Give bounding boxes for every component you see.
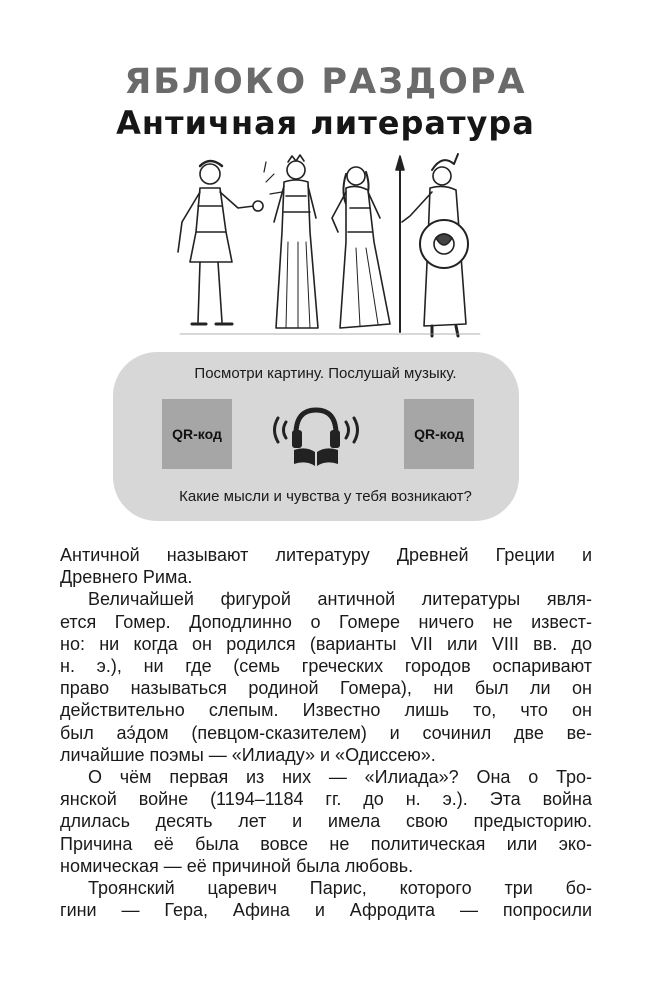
hera-figure (274, 155, 318, 328)
greek-figures-illustration (160, 152, 500, 347)
page-title: ЯБЛОКО РАЗДОРА (124, 62, 527, 102)
text-line: Причина её была вовсе не политическая или эко- (60, 833, 592, 854)
media-panel-prompt: Посмотри картину. Послушай музыку. (194, 365, 457, 382)
aphrodite-figure (332, 167, 390, 328)
text-line: но: ни когда он родился (варианты VII или VIII вв. до (60, 633, 592, 654)
text-line: действительно слепым. Известно лишь то, что он (60, 700, 592, 721)
text-line: О чём первая из них — «Илиада»? Она о Тро- (88, 767, 592, 788)
text-line: право называться родиной Гомера), ни был ли он (60, 678, 592, 699)
text-line: ется Гомер. Доподлинно о Гомере ничего не извест- (60, 611, 592, 632)
text-line: Античной называют литературу Древней Греции и (60, 545, 592, 565)
text-line: длилась десять лет и имела свою предысторию. (60, 811, 592, 832)
body-text (60, 544, 592, 921)
qr-code-left-label: QR-код (172, 426, 222, 442)
media-panel-question: Какие мысли и чувства у тебя возникают? (179, 488, 472, 505)
qr-code-right[interactable] (404, 399, 474, 469)
text-line: Троянский царевич Парис, которого три бо- (88, 878, 592, 899)
text-line: номическая — её причиной была любовь. (60, 855, 414, 876)
text-line: гини — Гера, Афина и Афродита — попросили (60, 900, 592, 921)
paris-figure (178, 161, 282, 324)
page-subtitle: Античная литература (116, 104, 535, 142)
qr-code-right-label: QR-код (414, 426, 464, 442)
athena-figure (396, 154, 468, 336)
qr-code-left[interactable] (162, 399, 232, 469)
text-line: был аэ́дом (певцом-сказителем) и сочинил две ве- (60, 722, 592, 743)
text-line: н. э.), ни где (семь греческих городов оспаривают (60, 656, 592, 677)
text-line: Величайшей фигурой античной литературы явля- (88, 589, 592, 610)
text-line: янской войне (1194–1184 гг. до н. э.). Эта война (60, 789, 592, 810)
text-line: Древнего Рима. (60, 567, 193, 588)
text-line: личайшие поэмы — «Илиаду» и «Одиссею». (60, 744, 436, 765)
headphones-book-icon[interactable] (268, 400, 364, 470)
